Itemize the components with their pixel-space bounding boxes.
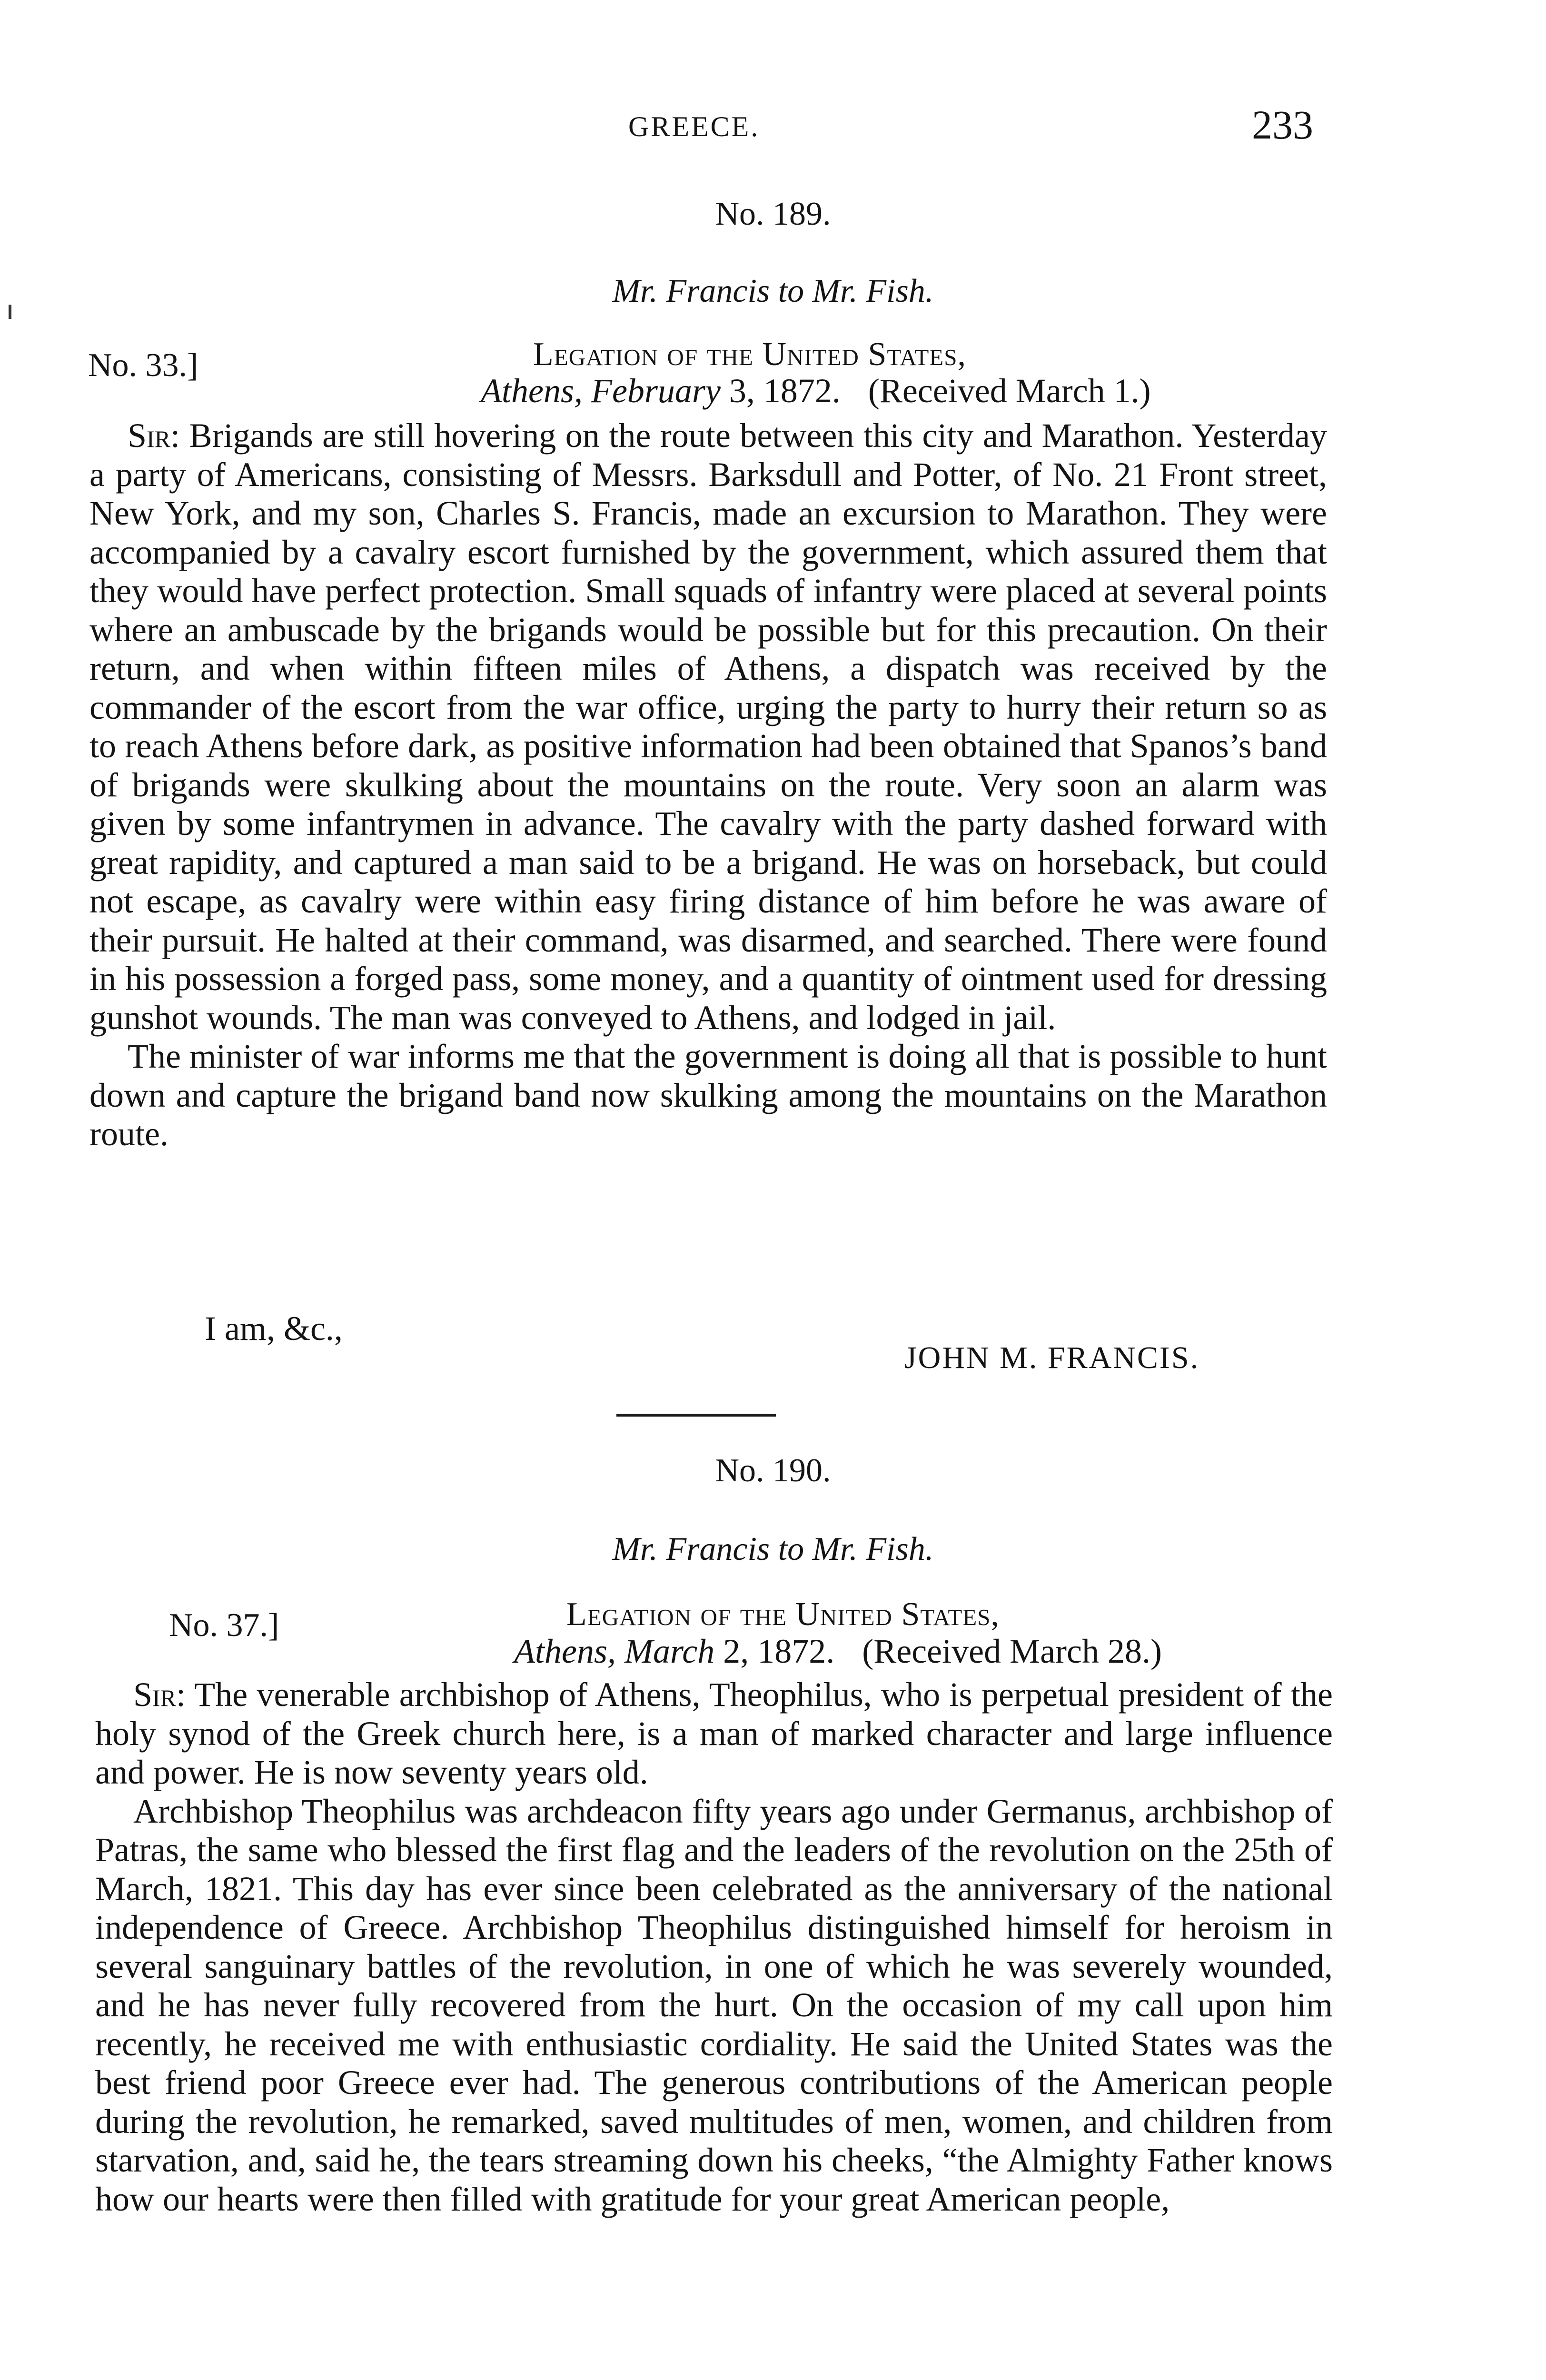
dateline-place: Athens, February: [481, 372, 721, 410]
closing: I am, &c.,: [205, 1309, 343, 1348]
dateline-date: 3, 1872.: [720, 372, 841, 410]
letter-body: [95, 1676, 1333, 2219]
dateline-date: 2, 1872.: [714, 1632, 835, 1670]
paragraph: Archbishop Theophilus was archdeacon fifty years ago under Germanus, archbishop of Patras, the same who blessed the first flag and the leaders of the revolution on the 25th of March, 1821. This day has ever since been celebrated as the anniversary of the national independence of Greece. Archbishop Theophilus distinguished himself for heroism in several sanguinary battles of the revolution, in one of which he was severely wounded, and he has never fully recovered from the hurt. On the occasion of my call upon him recently, he received me with enthusiastic cordiality. He said the United States was the best friend poor Greece ever had. The generous contributions of the American people during the revolution, he remarked, saved multitudes of men, women, and children from starvation, and, said he, the tears streaming down his cheeks, “the Almighty Father knows how our hearts were then filled with gratitude for your great American people,: [95, 1792, 1333, 2218]
dateline: [514, 1632, 1162, 1671]
received-note: (Received March 1.): [868, 372, 1151, 410]
paragraph: The minister of war informs me that the government is doing all that is possible to hunt down and capture the brigand band now skulking among the mountains on the Marathon route.: [89, 1037, 1327, 1153]
salutation: Sir: [133, 1676, 177, 1714]
despatch-number: No. 37.]: [169, 1607, 279, 1644]
legation-heading: Legation of the United States,: [566, 1596, 1000, 1633]
running-head-title: GREECE.: [628, 111, 760, 142]
dateline: [481, 371, 1151, 411]
page-number: 233: [1252, 102, 1313, 148]
paragraph: [95, 1676, 1333, 1792]
letter-body: [89, 416, 1327, 1154]
section-divider: [616, 1414, 776, 1417]
legation-heading: Legation of the United States,: [533, 336, 966, 373]
received-note: (Received March 28.): [862, 1632, 1162, 1670]
paragraph: [89, 416, 1327, 1037]
despatch-number: No. 33.]: [88, 347, 198, 384]
dateline-place: Athens, March: [514, 1632, 715, 1670]
paragraph-text: : Brigands are still hovering on the route between this city and Marathon. Yesterday a party of Americans, consisting of Messrs. Barksdull and Potter, of No. 21 Front street, New York, and my son, Charles S. Francis, made an excursion to Marathon. They were accompanied by a cavalry escort furnished by the government, which assured them that they would have perfect protection. Small squads of infantry were placed at several points where an ambuscade by the brigands would be possible but for this precaution. On their return, and when within fifteen miles of Athens, a dispatch was received by the commander of the escort from the war office, urging the party to hurry their return so as to reach Athens before dark, as positive information had been obtained that Spanos’s band of brigands were skulking about the mountains on the route. Very soon an alarm was given by some infantrymen in advance. The cavalry with the party dashed forward with great rapidity, and captured a man said to be a brigand. He was on horseback, but could not escape, as cavalry were within easy firing distance of him before he was aware of their pursuit. He halted at their command, was disarmed, and searched. There were found in his possession a forged pass, some money, and a quantity of ointment used for dressing gunshot wounds. The man was conveyed to Athens, and lodged in jail.: [89, 416, 1327, 1037]
document-number: No. 189.: [715, 196, 831, 232]
signature: JOHN M. FRANCIS.: [904, 1340, 1200, 1375]
salutation: Sir: [128, 416, 171, 455]
document-title: Mr. Francis to Mr. Fish.: [612, 1531, 934, 1567]
document-title: Mr. Francis to Mr. Fish.: [612, 273, 934, 309]
paragraph-text: : The venerable archbishop of Athens, Theophilus, who is perpetual president of the holy synod of the Greek church here, is a man of marked character and large influence and power. He is now seventy years old.: [95, 1676, 1333, 1791]
document-number: No. 190.: [715, 1452, 831, 1489]
